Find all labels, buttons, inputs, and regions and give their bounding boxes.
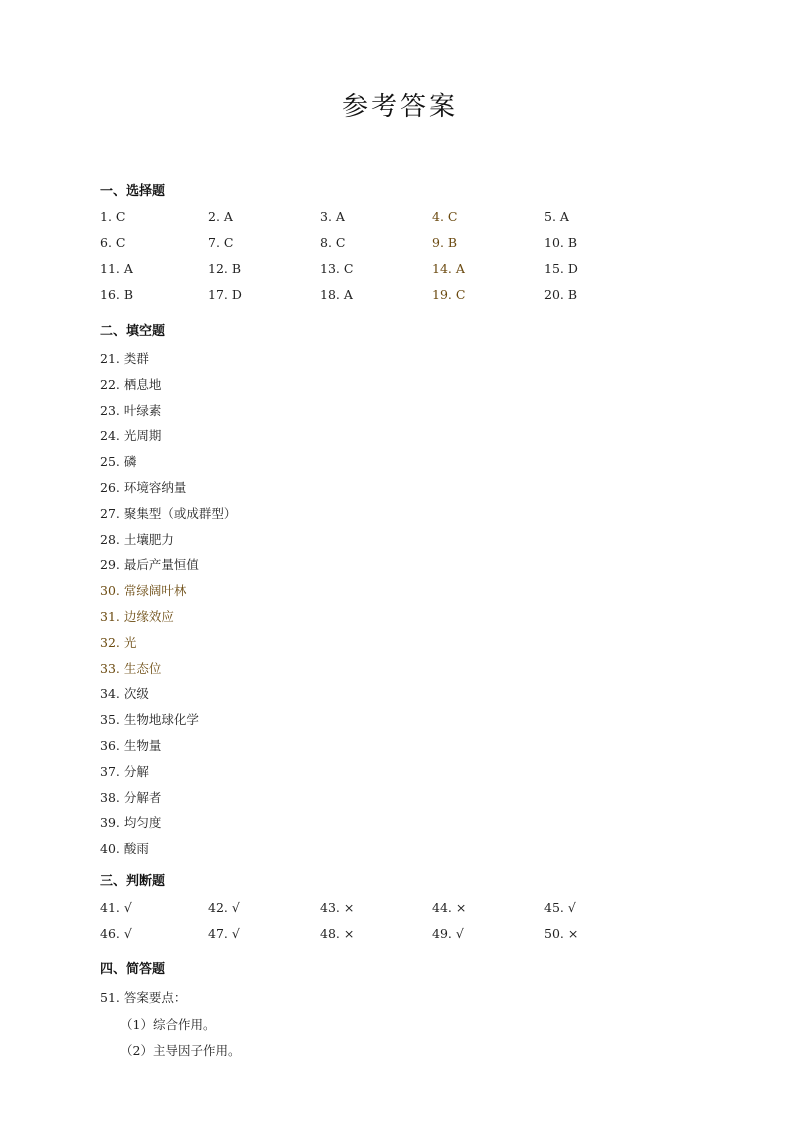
answer-cell: 43. × [320, 900, 355, 915]
answer-cell: 12. B [208, 261, 242, 276]
answer-cell: 44. × [432, 900, 467, 915]
answer-cell: 48. × [320, 926, 355, 941]
list-item: 21. 类群 [100, 351, 149, 366]
question-51-label: 51. 答案要点： [100, 990, 187, 1005]
section-heading-fill-blank: 二、填空题 [100, 324, 166, 339]
answer-cell: 47. √ [208, 926, 240, 941]
answer-cell: 17. D [208, 287, 242, 302]
list-item: 31. 边缘效应 [100, 608, 174, 624]
list-item: 35. 生物地球化学 [100, 712, 199, 728]
answer-point: （2）主导因子作用。 [120, 1043, 241, 1058]
answer-cell: 19. C [432, 287, 466, 302]
list-item: 36. 生物量 [100, 737, 162, 753]
answer-point: （1）综合作用。 [120, 1017, 216, 1032]
list-item: 22. 栖息地 [100, 376, 162, 392]
list-item: 26. 环境容纳量 [100, 479, 187, 495]
list-item: 29. 最后产量恒值 [100, 557, 199, 573]
answer-cell: 7. C [208, 235, 234, 250]
answer-cell: 8. C [320, 235, 346, 250]
answer-cell: 5. A [544, 209, 569, 224]
section-heading-choice: 一、选择题 [100, 184, 166, 199]
list-item: 38. 分解者 [100, 789, 162, 805]
list-item: 23. 叶绿素 [100, 402, 162, 418]
answer-cell: 10. B [544, 235, 578, 250]
list-item: 39. 均匀度 [100, 815, 162, 831]
list-item: 30. 常绿阔叶林 [100, 583, 187, 599]
answer-cell: 18. A [320, 287, 353, 302]
fill-blank-answers-list [100, 349, 236, 865]
list-item: 33. 生态位 [100, 660, 162, 676]
page-title: 参考答案 [341, 92, 458, 122]
answer-cell: 20. B [544, 287, 578, 302]
answer-row [100, 926, 720, 952]
answer-cell: 13. C [320, 261, 354, 276]
list-item: 32. 光 [100, 634, 137, 650]
answer-cell: 50. × [544, 926, 579, 941]
answer-cell: 14. A [432, 261, 465, 276]
answer-row [100, 209, 720, 235]
answer-row [100, 235, 720, 261]
answer-cell: 2. A [208, 209, 233, 224]
answer-cell: 11. A [100, 261, 133, 276]
answer-cell: 42. √ [208, 900, 240, 915]
answer-cell: 15. D [544, 261, 578, 276]
list-item: 24. 光周期 [100, 428, 162, 444]
answer-cell: 16. B [100, 287, 134, 302]
choice-answers-grid [100, 209, 720, 313]
answer-cell: 3. A [320, 209, 345, 224]
answer-cell: 45. √ [544, 900, 576, 915]
answer-cell: 1. C [100, 209, 126, 224]
answer-row [100, 261, 720, 287]
list-item: 28. 土壤肥力 [100, 531, 174, 547]
list-item: 27. 聚集型（或成群型） [100, 505, 237, 521]
list-item: 37. 分解 [100, 763, 149, 779]
list-item: 34. 次级 [100, 686, 149, 702]
section-heading-short-answer: 四、简答题 [100, 962, 166, 977]
answer-row [100, 287, 720, 313]
list-item: 40. 酸雨 [100, 841, 149, 857]
section-heading-true-false: 三、判断题 [100, 874, 166, 889]
answer-cell: 49. √ [432, 926, 464, 941]
true-false-answers-grid [100, 900, 720, 952]
list-item: 25. 磷 [100, 454, 137, 470]
answer-cell: 41. √ [100, 900, 132, 915]
answer-cell: 46. √ [100, 926, 132, 941]
answer-cell: 4. C [432, 209, 458, 224]
answer-cell: 9. B [432, 235, 458, 250]
answer-row [100, 900, 720, 926]
answer-cell: 6. C [100, 235, 126, 250]
